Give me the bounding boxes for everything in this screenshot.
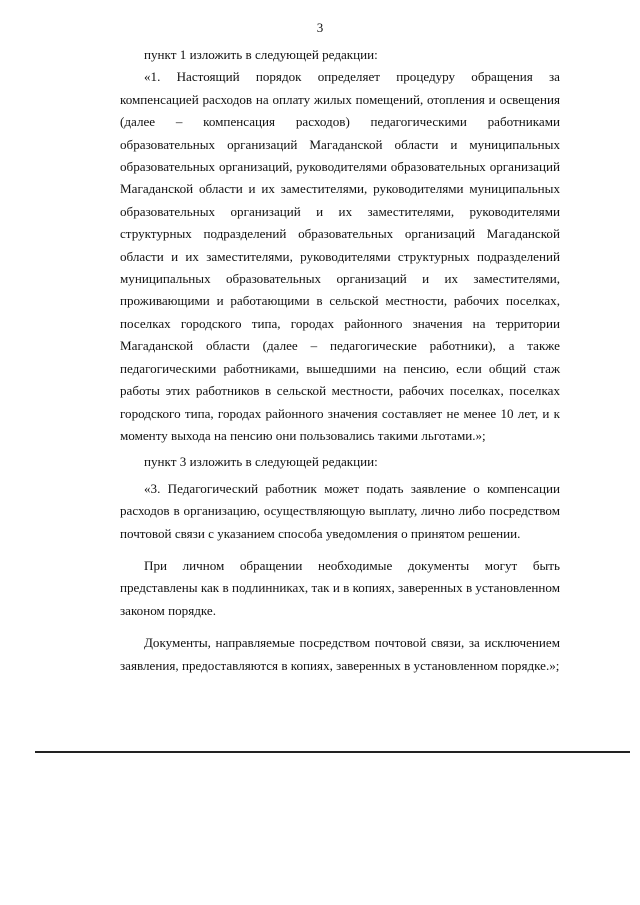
point-1-new-text: «1. Настоящий порядок определяет процедуру обращения за компенсацией расходов на оплату жилых помещений, отопления и освещения (далее – компенсация расходов) педагогическими работниками образовательных организаций Магаданской области и муниципальных образовательных организаций, руководителями образовательных организаций Магаданской области и их заместителями, руководителями муниципальных образовательных организаций и их заместителями, руководителями структурных подразделений образовательных организаций Магаданской области и их заместителями, руководителями структурных подразделений муниципальных образовательных организаций и их заместителями, проживающими и работающими в сельской местности, рабочих поселках, поселках городского типа, городах районного значения на территории Магаданской области (далее – педагогические работники), а также педагогическими работниками, вышедшими на пенсию, если общий стаж работы этих работников в сельской местности, рабочих поселках, поселках городского типа, городах районного значения составляет не менее 10 лет, и к моменту выхода на пенсию они пользовались такими льготами.»; bbox=[120, 69, 560, 443]
page-number: 3 bbox=[316, 20, 324, 35]
point-3-new-text: «3. Педагогический работник может подать заявление о компенсации расходов в организацию, осуществляющую выплату, лично либо посредством почтовой связи с указанием способа уведомления о принятом решении. bbox=[120, 480, 560, 541]
document-body bbox=[120, 44, 560, 677]
amendment-intro-point-1: пункт 1 изложить в следующей редакции: bbox=[144, 47, 378, 62]
amendment-intro-point-3: пункт 3 изложить в следующей редакции: bbox=[144, 454, 378, 470]
bottom-divider-line bbox=[35, 751, 630, 753]
personal-submission-paragraph: При личном обращении необходимые документы могут быть представлены как в подлинниках, так и в копиях, заверенных в установленном законом порядке. bbox=[120, 557, 560, 618]
postal-submission-paragraph: Документы, направляемые посредством почтовой связи, за исключением заявления, предоставляются в копиях, заверенных в установленном порядке.»; bbox=[120, 635, 560, 673]
